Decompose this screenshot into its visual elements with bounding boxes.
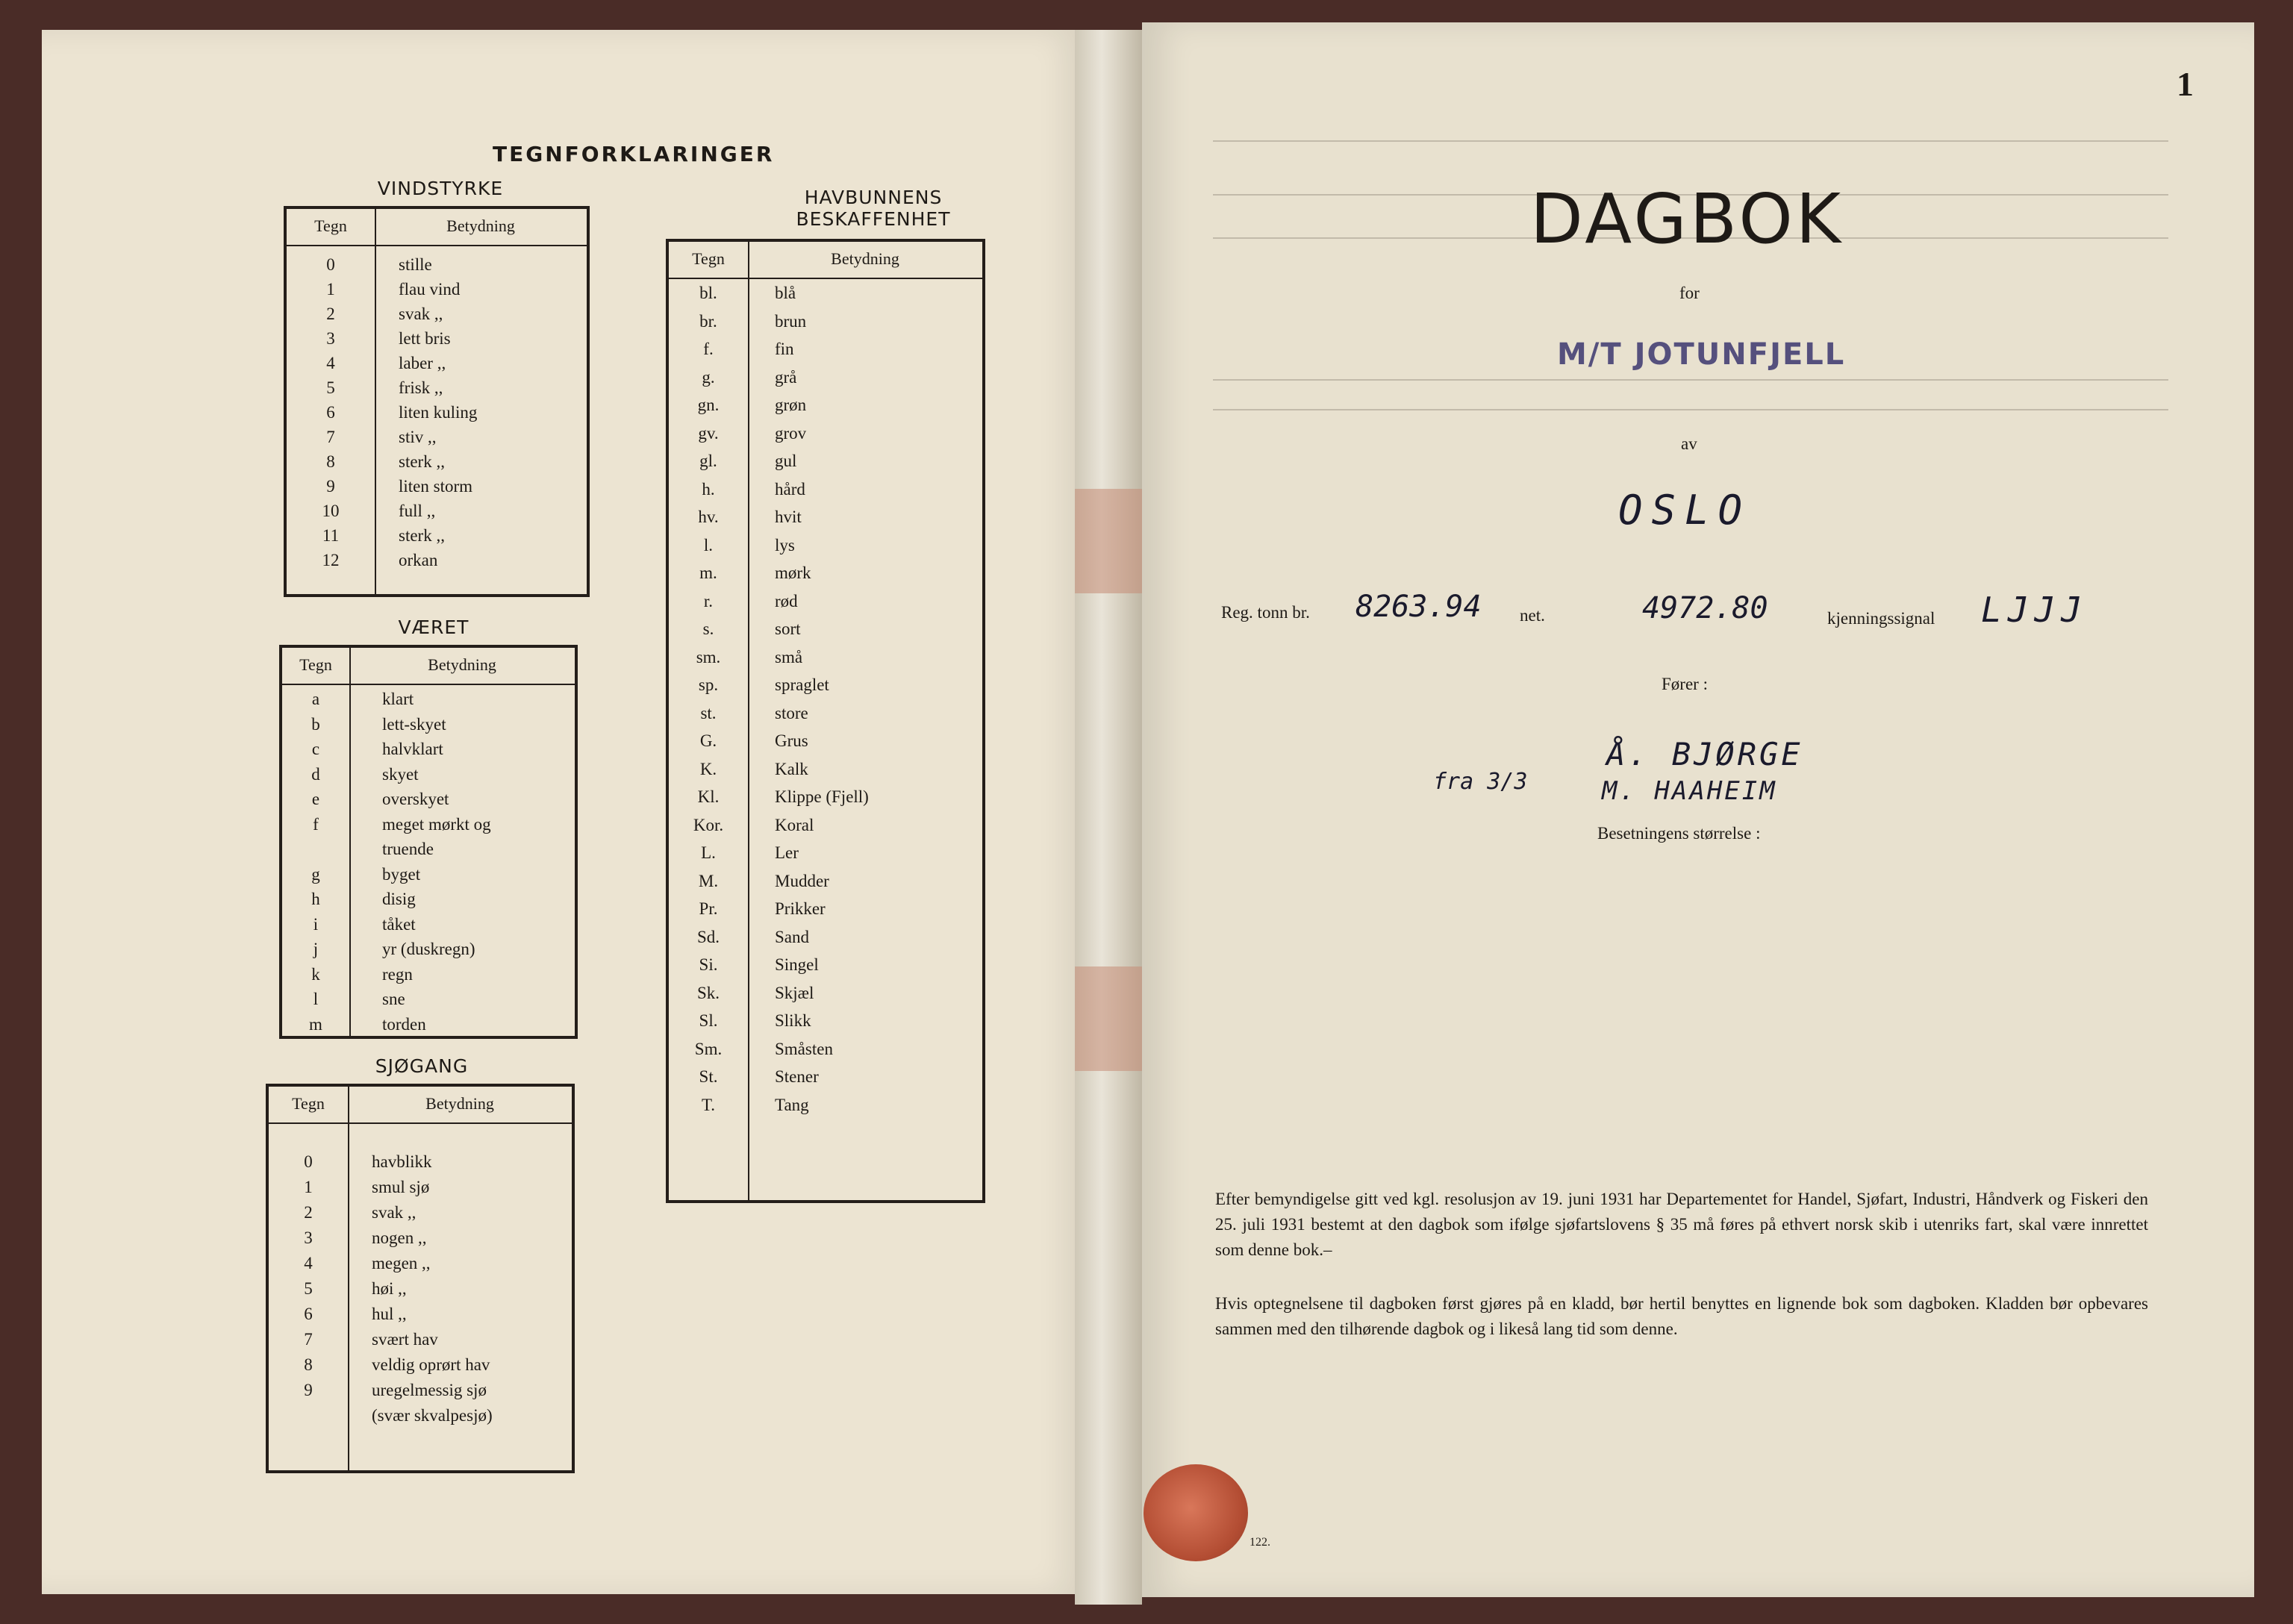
sign-cell: a [311, 690, 320, 708]
meaning-cell: Singel [775, 955, 819, 974]
sign-cell: e [311, 790, 320, 808]
meaning-cell: hul ,, [372, 1305, 407, 1323]
seal-number: 122. [1250, 1536, 1270, 1549]
sign-cell: 11 [322, 526, 340, 545]
meaning-cell: truende [382, 840, 434, 858]
book-spine-gutter [1075, 30, 1142, 1605]
sign-cell: K. [699, 759, 717, 778]
sign-cell: 3 [326, 329, 335, 348]
meaning-cell: full ,, [399, 502, 436, 520]
meaning-cell: sne [382, 990, 405, 1008]
sign-cell: h [311, 890, 320, 908]
sign-cell: f [313, 814, 319, 834]
column-divider [349, 648, 351, 1036]
sign-cell: T. [701, 1095, 716, 1114]
column-header-sign: Tegn [299, 655, 332, 674]
sign-cell: Sk. [696, 983, 720, 1002]
master-date-handwritten: fra 3/3 [1433, 769, 1528, 795]
sign-cell: f. [703, 340, 714, 358]
sign-cell: br. [699, 311, 717, 331]
sign-cell: gn. [697, 396, 720, 414]
vaeret-title: VÆRET [398, 616, 469, 638]
meaning-cell: overskyet [382, 790, 449, 808]
column-header-sign: Tegn [314, 216, 347, 235]
meaning-cell: Skjæl [775, 983, 814, 1002]
master-2-handwritten: M. HAAHEIM [1602, 776, 1777, 806]
meaning-cell: sterk ,, [399, 526, 445, 545]
meaning-cell: Kalk [775, 759, 808, 778]
sign-cell: 0 [304, 1152, 313, 1171]
meaning-cell: små [775, 647, 803, 666]
meaning-cell: mørk [775, 563, 811, 582]
meaning-cell: fin [775, 340, 794, 358]
meaning-cell: meget mørkt og [382, 814, 491, 834]
sign-cell: 9 [326, 477, 335, 496]
havbunnen-title-line1: HAVBUNNENS [804, 187, 943, 208]
sign-cell: 1 [326, 280, 335, 299]
meaning-cell: gul [775, 452, 797, 470]
sign-cell: 8 [326, 452, 335, 471]
meaning-cell: flau vind [399, 280, 461, 299]
havbunnen-title [717, 187, 1030, 230]
sign-cell: M. [698, 871, 719, 890]
column-header-meaning: Betydning [425, 1094, 494, 1113]
column-divider [375, 209, 376, 594]
meaning-cell: lys [775, 535, 795, 555]
column-header-meaning: Betydning [831, 249, 899, 268]
av-label: av [1681, 434, 1697, 453]
sign-cell: 3 [304, 1228, 313, 1247]
sign-cell: 6 [326, 403, 335, 422]
meaning-cell: skyet [382, 764, 419, 784]
column-header-meaning: Betydning [446, 216, 515, 235]
meaning-cell: Mudder [775, 871, 829, 890]
meaning-cell: Ler [775, 843, 799, 862]
meaning-cell: sterk ,, [399, 452, 445, 471]
meaning-cell: klart [382, 690, 414, 708]
regulation-paragraph: Efter bemyndigelse gitt ved kgl. resolusjon av 19. juni 1931 har Departementet for Handel, Sjøfart, Industri, Håndverk og Fiskeri den 25. juli 1931 bestemt at den dagbok som ifølge sjøfartslovens § 35 må føres på ethvert norsk skib i utenriks fart, skal være innrettet som denne bok.– [1215, 1190, 2148, 1259]
wax-seal [1144, 1464, 1248, 1561]
reg-tonnage-label: Reg. tonn br. [1221, 603, 1310, 622]
sign-cell: St. [699, 1067, 718, 1086]
meaning-cell: store [775, 703, 808, 722]
call-sign-handwritten: LJJJ [1981, 590, 2088, 630]
table-header [669, 242, 982, 279]
meaning-cell: halvklart [382, 740, 443, 758]
master-1-handwritten: Å. BJØRGE [1606, 736, 1803, 772]
gross-tonnage-handwritten: 8263.94 [1355, 590, 1482, 624]
sign-cell: 1 [304, 1178, 313, 1196]
sign-cell: 0 [326, 255, 335, 274]
meaning-cell: Koral [775, 815, 814, 834]
meaning-cell: veldig oprørt hav [372, 1355, 490, 1374]
sign-cell: 12 [322, 551, 340, 569]
sign-cell: G. [699, 731, 717, 750]
havbunnen-table [666, 239, 985, 1203]
sign-cell: Kor. [693, 815, 724, 834]
sign-cell: sm. [696, 647, 721, 666]
meaning-cell: brun [775, 311, 807, 331]
table-header [269, 1087, 572, 1124]
table-header [287, 209, 587, 246]
vindstyrke-table [284, 206, 590, 597]
sign-cell: gv. [698, 423, 719, 443]
signal-label: kjenningssignal [1827, 609, 1935, 628]
page-number: 1 [2177, 65, 2194, 103]
meaning-cell: Tang [775, 1095, 809, 1114]
sjogang-title: SJØGANG [375, 1055, 469, 1077]
meaning-cell: orkan [399, 551, 438, 569]
meaning-cell: Klippe (Fjell) [775, 787, 869, 806]
ship-name-stamp: M/T JOTUNFJELL [1557, 337, 1846, 372]
meaning-cell: hvit [775, 508, 802, 526]
for-label: for [1679, 284, 1700, 302]
binding-tape [1075, 489, 1142, 593]
sign-cell: j [313, 940, 319, 958]
sign-cell: 9 [304, 1381, 313, 1399]
net-tonnage-handwritten: 4972.80 [1642, 591, 1768, 625]
sign-cell: st. [700, 703, 717, 722]
column-divider [748, 242, 749, 1200]
meaning-cell: byget [382, 864, 421, 884]
meaning-cell: laber ,, [399, 354, 446, 372]
legend-title: TEGNFORKLARINGER [493, 142, 775, 166]
sign-cell: Sd. [696, 927, 720, 946]
meaning-cell: tåket [382, 914, 416, 934]
draft-instructions-paragraph: Hvis optegnelsene til dagboken først gjøres på en kladd, bør hertil benyttes en lignende bok som dagboken. Kladden bør opbevares sammen med den tilhørende dagbok og i likeså lang tid som denne. [1215, 1294, 2148, 1338]
sign-cell: Kl. [697, 787, 720, 806]
sign-cell: 4 [326, 354, 335, 372]
meaning-cell: uregelmessig sjø [372, 1381, 487, 1399]
net-label: net. [1520, 606, 1545, 625]
meaning-cell: yr (duskregn) [382, 940, 475, 958]
meaning-cell: Stener [775, 1067, 819, 1086]
meaning-cell: torden [382, 1014, 426, 1034]
meaning-cell: lett-skyet [382, 714, 446, 734]
meaning-cell: Sand [775, 927, 809, 946]
meaning-cell: frisk ,, [399, 378, 443, 397]
havbunnen-title-line2: BESKAFFENHET [796, 208, 951, 230]
meaning-cell: Grus [775, 731, 808, 750]
meaning-cell: grøn [775, 396, 807, 414]
vaeret-table [279, 645, 578, 1039]
sign-cell: 5 [326, 378, 335, 397]
meaning-cell: stille [399, 255, 432, 274]
meaning-cell: blå [775, 284, 796, 302]
sign-cell: m. [699, 563, 717, 582]
meaning-cell: lett bris [399, 329, 451, 348]
meaning-cell: (svær skvalpesjø) [372, 1406, 493, 1425]
meaning-cell: grå [775, 367, 797, 387]
meaning-cell: svak ,, [399, 304, 443, 323]
sign-cell: c [311, 740, 320, 758]
sign-cell: m [309, 1014, 322, 1034]
sign-cell: s. [702, 619, 714, 638]
sign-cell: hv. [698, 508, 719, 526]
meaning-cell: stiv ,, [399, 428, 437, 446]
crew-size-label: Besetningens størrelse : [1597, 824, 1761, 843]
form-line [1213, 409, 2168, 410]
sign-cell: h. [702, 479, 715, 499]
master-label: Fører : [1662, 675, 1708, 693]
column-header-sign: Tegn [692, 249, 725, 268]
sjogang-table [266, 1084, 575, 1473]
meaning-cell: liten kuling [399, 403, 478, 422]
document-title: DAGBOK [1530, 179, 1844, 259]
meaning-cell: Slikk [775, 1011, 811, 1030]
sign-cell: gl. [699, 452, 717, 470]
column-header-sign: Tegn [292, 1094, 325, 1113]
sign-cell: Si. [699, 955, 718, 974]
sign-cell: k [311, 964, 320, 984]
meaning-cell: Prikker [775, 899, 826, 918]
meaning-cell: grov [775, 423, 807, 443]
sign-cell: 6 [304, 1305, 313, 1323]
sign-cell: b [311, 714, 320, 734]
sign-cell: g. [702, 367, 715, 387]
table-header [282, 648, 575, 685]
meaning-cell: disig [382, 890, 416, 908]
meaning-cell: nogen ,, [372, 1228, 427, 1247]
meaning-cell: sort [775, 619, 801, 638]
form-line [1213, 379, 2168, 381]
meaning-cell: liten storm [399, 477, 473, 496]
meaning-cell: høi ,, [372, 1279, 407, 1298]
meaning-cell: Småsten [775, 1039, 833, 1058]
sign-cell: sp. [698, 675, 719, 694]
sign-cell: 2 [326, 304, 335, 323]
sign-cell: g [311, 864, 320, 884]
sign-cell: 7 [326, 428, 335, 446]
sign-cell: l. [703, 535, 714, 555]
meaning-cell: svak ,, [372, 1203, 417, 1222]
sign-cell: 10 [322, 502, 340, 520]
binding-tape [1075, 966, 1142, 1071]
meaning-cell: spraglet [775, 675, 829, 694]
sign-cell: 4 [304, 1254, 313, 1272]
sign-cell: L. [701, 843, 716, 862]
meaning-cell: svært hav [372, 1330, 438, 1349]
meaning-cell: megen ,, [372, 1254, 431, 1272]
sign-cell: l [313, 990, 319, 1008]
form-line [1213, 140, 2168, 142]
column-divider [348, 1087, 349, 1470]
sign-cell: 5 [304, 1279, 313, 1298]
sign-cell: Pr. [699, 899, 718, 918]
sign-cell: 8 [304, 1355, 313, 1374]
sign-cell: Sl. [699, 1011, 718, 1030]
sign-cell: r. [703, 591, 714, 610]
vindstyrke-title: VINDSTYRKE [377, 178, 504, 199]
column-header-meaning: Betydning [428, 655, 496, 674]
meaning-cell: havblikk [372, 1152, 432, 1171]
sign-cell: d [311, 764, 320, 784]
meaning-cell: hård [775, 479, 805, 499]
sign-cell: 2 [304, 1203, 313, 1222]
port-handwritten: OSLO [1618, 487, 1752, 534]
sign-cell: i [313, 914, 319, 934]
meaning-cell: smul sjø [372, 1178, 430, 1196]
meaning-cell: rød [775, 591, 798, 610]
sign-cell: 7 [304, 1330, 313, 1349]
sign-cell: bl. [699, 284, 717, 302]
sign-cell: Sm. [694, 1039, 723, 1058]
meaning-cell: regn [382, 964, 413, 984]
